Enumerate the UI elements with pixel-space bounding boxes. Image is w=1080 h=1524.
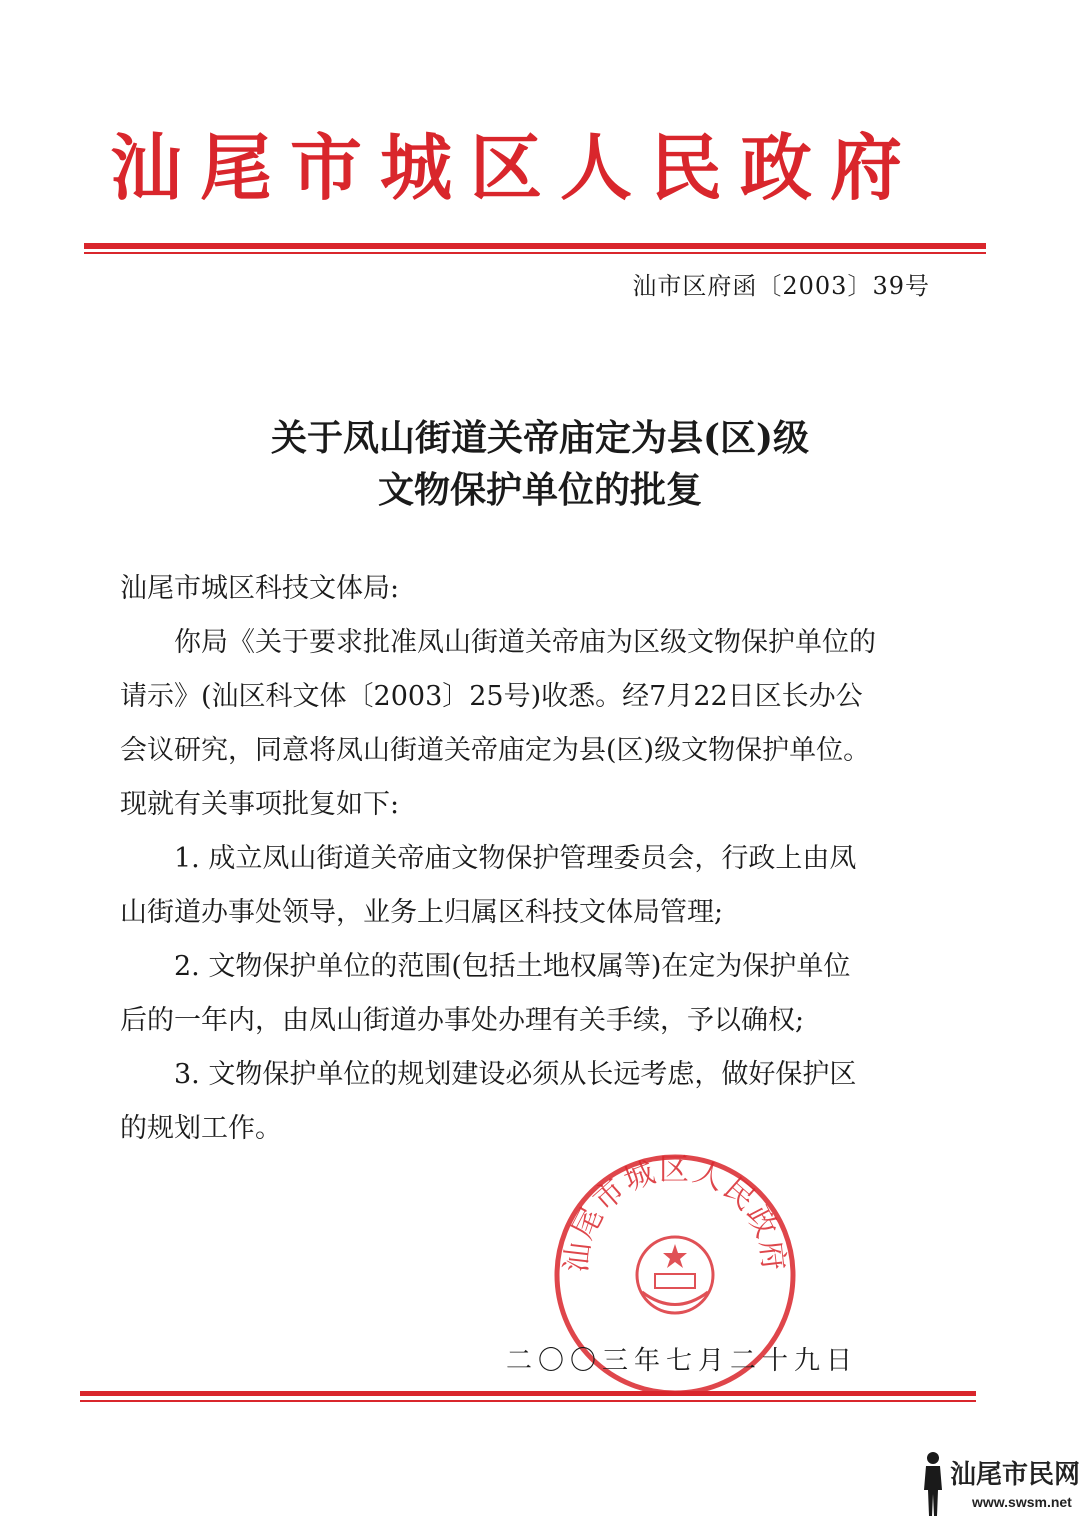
recipient: 汕尾市城区科技文体局: xyxy=(120,573,400,604)
item-line: 山街道办事处领导，业务上归属区科技文体局管理; xyxy=(120,897,724,928)
item-line: 后的一年内，由凤山街道办事处办理有关手续，予以确权; xyxy=(120,1005,805,1036)
footer-red-rule xyxy=(80,1391,976,1396)
document-title-line-1: 关于凤山街道关帝庙定为县(区)级 xyxy=(270,417,810,459)
svg-text:汕尾市城区人民政府: 汕尾市城区人民政府 xyxy=(558,1152,792,1275)
issuer-header: 汕尾市城区人民政府 xyxy=(110,125,921,210)
header-red-rule xyxy=(84,243,986,249)
watermark-url: www.swsm.net xyxy=(972,1494,1072,1510)
item-line: 的规划工作。 xyxy=(120,1113,282,1144)
issue-date: 二〇〇三年七月二十九日 xyxy=(506,1346,859,1376)
document-number: 汕市区府函〔2003〕39号 xyxy=(632,272,930,300)
item-line: 2. 文物保护单位的范围(包括土地权属等)在定为保护单位 xyxy=(174,951,851,982)
item-line: 3. 文物保护单位的规划建设必须从长远考虑，做好保护区 xyxy=(174,1059,857,1090)
paragraph-line: 请示》(汕区科文体〔2003〕25号)收悉。经7月22日区长办公 xyxy=(120,681,863,712)
item-1 xyxy=(120,832,940,940)
item-2 xyxy=(120,940,940,1048)
document-title-line-2: 文物保护单位的批复 xyxy=(377,469,702,511)
watermark-name: 汕尾市民网 xyxy=(950,1460,1080,1490)
paragraph-line: 你局《关于要求批准凤山街道关帝庙为区级文物保护单位的 xyxy=(174,627,876,658)
paragraph-line: 会议研究，同意将凤山街道关帝庙定为县(区)级文物保护单位。 xyxy=(120,735,871,766)
footer-red-rule-thin xyxy=(80,1400,976,1402)
person-silhouette-icon xyxy=(920,1450,946,1520)
header-red-rule-thin xyxy=(84,252,986,254)
paragraph-line: 现就有关事项批复如下: xyxy=(120,789,400,820)
site-watermark xyxy=(920,1450,1080,1520)
item-line: 1. 成立凤山街道关帝庙文物保护管理委员会，行政上由凤 xyxy=(174,843,857,874)
item-3 xyxy=(120,1048,940,1156)
national-emblem-icon xyxy=(637,1237,713,1313)
paragraph-main xyxy=(120,616,940,832)
